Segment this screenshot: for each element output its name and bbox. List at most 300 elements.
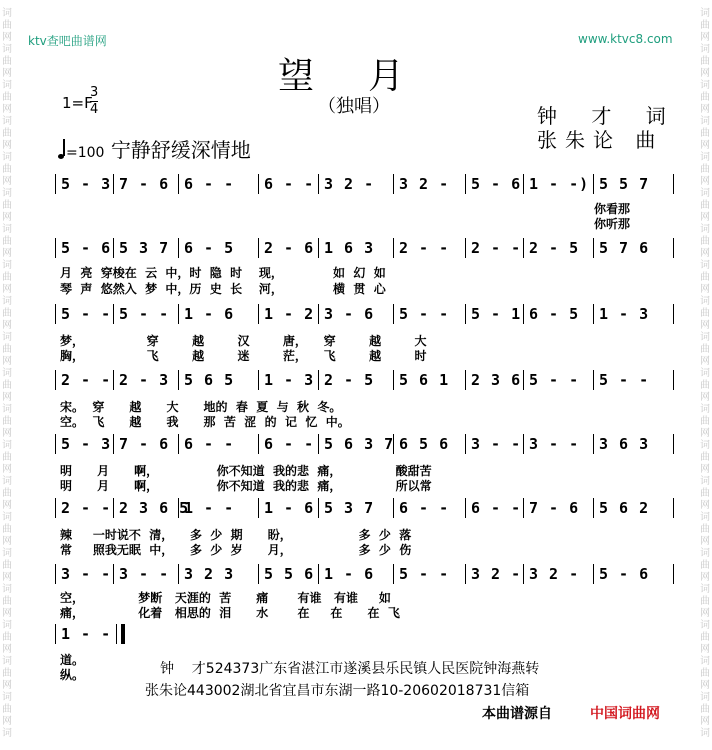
barline xyxy=(55,238,56,258)
watermark-char: 曲 xyxy=(700,560,710,571)
watermark-char: 曲 xyxy=(700,20,710,31)
barline xyxy=(113,370,114,390)
watermark-char: 网 xyxy=(2,176,12,187)
barline xyxy=(523,238,524,258)
score-row xyxy=(55,432,673,456)
watermark-char: 网 xyxy=(700,176,710,187)
measure: 6 - - xyxy=(184,175,235,193)
watermark-char: 词 xyxy=(2,8,12,19)
watermark-char: 词 xyxy=(2,152,12,163)
measure: 7 - 6 xyxy=(119,175,170,193)
watermark-char: 网 xyxy=(700,464,710,475)
measure: 3 - - xyxy=(471,435,522,453)
meter-top: 3 xyxy=(90,85,99,100)
lyric-line: 明 月 啊， 你不知道 我的悲 痛， 酸甜苦 xyxy=(60,464,432,478)
watermark-char: 网 xyxy=(2,284,12,295)
lyric-line: 明 月 啊， 你不知道 我的悲 痛， 所以常 xyxy=(60,479,432,493)
watermark-char: 词 xyxy=(700,584,710,595)
watermark-char: 曲 xyxy=(700,704,710,715)
watermark-char: 网 xyxy=(700,140,710,151)
watermark-char: 网 xyxy=(2,140,12,151)
watermark-char: 网 xyxy=(700,500,710,511)
measure: 1 6 3 xyxy=(324,239,375,257)
measure: 5 - - xyxy=(399,305,450,323)
barline xyxy=(318,174,319,194)
measure: 2 - - xyxy=(471,239,522,257)
measure: 5 - - xyxy=(119,305,170,323)
barline xyxy=(465,434,466,454)
lyric-line: 道。 xyxy=(60,653,85,667)
watermark-char: 曲 xyxy=(700,596,710,607)
measure: 2 - - xyxy=(399,239,450,257)
watermark-char: 网 xyxy=(700,212,710,223)
barline xyxy=(178,564,179,584)
watermark-char: 词 xyxy=(700,116,710,127)
barline xyxy=(258,564,259,584)
composer-address: 张朱论443002湖北省宜昌市东湖一路10-20602018731信箱 xyxy=(145,683,530,699)
measure: 6 5 6 xyxy=(399,435,450,453)
lyric-line: 常 照我无眠 中， 多 少 岁 月， 多 少 伤 xyxy=(60,543,412,557)
barline xyxy=(393,238,394,258)
watermark-char: 词 xyxy=(700,476,710,487)
measure: 1 - -) xyxy=(529,175,590,193)
barline xyxy=(55,304,56,324)
barline xyxy=(178,174,179,194)
watermark-char: 曲 xyxy=(700,272,710,283)
watermark-char: 曲 xyxy=(700,380,710,391)
measure: 2 - 5 xyxy=(529,239,580,257)
measure: 5 - - xyxy=(61,305,112,323)
watermark-char: 曲 xyxy=(2,488,12,499)
watermark-char: 词 xyxy=(700,728,710,739)
watermark-char: 曲 xyxy=(700,236,710,247)
watermark-char: 曲 xyxy=(2,380,12,391)
watermark-char: 词 xyxy=(2,44,12,55)
score-row xyxy=(55,172,673,196)
watermark-char: 网 xyxy=(700,680,710,691)
watermark-char: 词 xyxy=(700,656,710,667)
measure: 5 7 6 xyxy=(599,239,650,257)
barline xyxy=(318,370,319,390)
measure: 5 - 6 xyxy=(61,239,112,257)
watermark-char: 词 xyxy=(2,80,12,91)
measure: 3 - - xyxy=(61,565,112,583)
watermark-char: 曲 xyxy=(2,20,12,31)
watermark-char: 词 xyxy=(700,548,710,559)
watermark-char: 网 xyxy=(2,248,12,259)
watermark-char: 词 xyxy=(700,512,710,523)
watermark-char: 曲 xyxy=(2,308,12,319)
barline xyxy=(258,434,259,454)
measure: 7 - 6 xyxy=(529,499,580,517)
watermark-char: 词 xyxy=(2,584,12,595)
lyric-line: 梦， 穿 越 汉 唐， 穿 越 大 xyxy=(60,334,427,348)
barline xyxy=(55,498,56,518)
watermark-char: 词 xyxy=(2,116,12,127)
lyric-line: 空。 飞 越 我 那 苦 涩 的 记 忆 中。 xyxy=(60,415,350,429)
watermark-char: 曲 xyxy=(2,92,12,103)
measure: 3 2 - xyxy=(471,565,522,583)
barline xyxy=(673,304,674,324)
score-row xyxy=(55,496,673,520)
measure: 5 6 1 xyxy=(399,371,450,389)
watermark-char: 网 xyxy=(2,500,12,511)
barline xyxy=(673,238,674,258)
measure: 5 6 3 7 xyxy=(324,435,395,453)
watermark-char: 网 xyxy=(2,104,12,115)
measure: 5 5 6 xyxy=(264,565,315,583)
barline xyxy=(178,434,179,454)
watermark-char: 曲 xyxy=(700,488,710,499)
watermark-char: 网 xyxy=(700,608,710,619)
lyricist-credit: 钟 才 词 xyxy=(537,104,680,128)
barline xyxy=(258,238,259,258)
measure: 3 6 3 xyxy=(599,435,650,453)
barline xyxy=(178,304,179,324)
score-row xyxy=(55,236,673,260)
watermark-char: 曲 xyxy=(2,416,12,427)
watermark-char: 曲 xyxy=(700,632,710,643)
watermark-char: 曲 xyxy=(2,236,12,247)
watermark-char: 词 xyxy=(700,692,710,703)
measure: 2 - 5 xyxy=(324,371,375,389)
watermark-char: 网 xyxy=(2,680,12,691)
barline xyxy=(523,304,524,324)
time-signature xyxy=(90,86,98,117)
barline xyxy=(318,498,319,518)
measure: 1 - 3 xyxy=(599,305,650,323)
barline xyxy=(258,304,259,324)
barline xyxy=(113,304,114,324)
watermark-char: 网 xyxy=(2,572,12,583)
measure: 6 - - xyxy=(399,499,450,517)
measure: 1 - 2 xyxy=(264,305,315,323)
barline xyxy=(393,370,394,390)
measure: 1 - - xyxy=(184,499,235,517)
watermark-char: 曲 xyxy=(700,128,710,139)
site-name-left[interactable]: ktv查吧曲谱网 xyxy=(28,34,107,48)
expression-marking: 宁静舒缓深情地 xyxy=(110,138,251,162)
watermark-char: 曲 xyxy=(700,308,710,319)
lyric-line: 月 亮 穿梭在 云 中，时 隐 时 现， 如 幻 如 xyxy=(60,266,386,280)
watermark-char: 曲 xyxy=(2,668,12,679)
barline xyxy=(593,370,594,390)
score-row xyxy=(55,302,673,326)
watermark-char: 网 xyxy=(700,320,710,331)
barline xyxy=(673,498,674,518)
watermark-char: 词 xyxy=(2,476,12,487)
barline xyxy=(116,624,117,644)
watermark-char: 网 xyxy=(700,392,710,403)
watermark-char: 网 xyxy=(2,32,12,43)
watermark-char: 网 xyxy=(700,356,710,367)
measure: 5 5 7 xyxy=(599,175,650,193)
barline xyxy=(258,174,259,194)
watermark-char: 曲 xyxy=(2,452,12,463)
measure: 5 - 3 xyxy=(61,175,112,193)
measure: 1 - 3 xyxy=(264,371,315,389)
barline xyxy=(178,370,179,390)
barline xyxy=(393,304,394,324)
source-brand[interactable]: 中国词曲网 xyxy=(590,706,660,722)
barline xyxy=(593,238,594,258)
score-row xyxy=(55,622,673,646)
watermark-char: 曲 xyxy=(700,416,710,427)
watermark-char: 网 xyxy=(2,212,12,223)
barline xyxy=(258,498,259,518)
barline xyxy=(178,238,179,258)
tempo-value: =100 xyxy=(66,145,105,161)
measure: 5 6 2 xyxy=(599,499,650,517)
watermark-char: 网 xyxy=(700,248,710,259)
measure: 5 - - xyxy=(599,371,650,389)
lyric-line: 你听那 xyxy=(594,217,631,231)
watermark-char: 网 xyxy=(700,644,710,655)
barline xyxy=(523,434,524,454)
watermark-char: 曲 xyxy=(2,560,12,571)
watermark-char: 曲 xyxy=(2,128,12,139)
song-subtitle: （独唱） xyxy=(318,96,390,117)
watermark-char: 词 xyxy=(700,80,710,91)
watermark-char: 词 xyxy=(2,512,12,523)
watermark-char: 词 xyxy=(700,296,710,307)
measure: 3 2 - xyxy=(529,565,580,583)
barline xyxy=(523,370,524,390)
measure: 5 - - xyxy=(529,371,580,389)
watermark-char: 曲 xyxy=(700,200,710,211)
watermark-char: 网 xyxy=(700,68,710,79)
measure: 3 - 6 xyxy=(324,305,375,323)
watermark-char: 网 xyxy=(2,464,12,475)
watermark-char: 词 xyxy=(700,8,710,19)
barline xyxy=(393,498,394,518)
watermark-char: 词 xyxy=(700,404,710,415)
watermark-char: 曲 xyxy=(700,668,710,679)
right-watermark-strip xyxy=(698,0,712,750)
measure: 3 2 - xyxy=(399,175,450,193)
barline xyxy=(593,498,594,518)
watermark-char: 曲 xyxy=(700,164,710,175)
watermark-char: 词 xyxy=(700,152,710,163)
watermark-char: 曲 xyxy=(700,452,710,463)
measure: 5 3 7 xyxy=(324,499,375,517)
barline xyxy=(318,304,319,324)
barline xyxy=(465,498,466,518)
key-signature: 1=F xyxy=(62,94,93,112)
barline xyxy=(593,174,594,194)
measure: 6 - - xyxy=(264,175,315,193)
measure: 2 - - xyxy=(61,499,112,517)
watermark-char: 词 xyxy=(2,260,12,271)
watermark-char: 词 xyxy=(700,620,710,631)
barline xyxy=(673,174,674,194)
watermark-char: 曲 xyxy=(700,344,710,355)
barline xyxy=(523,498,524,518)
measure: 6 - 5 xyxy=(184,239,235,257)
watermark-char: 网 xyxy=(2,428,12,439)
measure: 2 3 6 5 xyxy=(119,499,190,517)
watermark-char: 词 xyxy=(2,332,12,343)
barline xyxy=(55,174,56,194)
measure: 3 - - xyxy=(119,565,170,583)
watermark-char: 词 xyxy=(700,332,710,343)
measure: 6 - - xyxy=(264,435,315,453)
watermark-char: 词 xyxy=(2,188,12,199)
watermark-char: 网 xyxy=(700,536,710,547)
watermark-char: 网 xyxy=(2,536,12,547)
lyric-line: 胸， 飞 越 迷 茫， 飞 越 时 xyxy=(60,349,427,363)
barline xyxy=(523,564,524,584)
barline xyxy=(113,498,114,518)
watermark-char: 网 xyxy=(700,572,710,583)
barline xyxy=(465,174,466,194)
measure: 5 - 1 xyxy=(471,305,522,323)
barline xyxy=(258,370,259,390)
watermark-char: 词 xyxy=(2,296,12,307)
measure: 2 - 3 xyxy=(119,371,170,389)
watermark-char: 网 xyxy=(2,356,12,367)
watermark-char: 曲 xyxy=(2,524,12,535)
barline xyxy=(113,434,114,454)
barline xyxy=(465,304,466,324)
watermark-char: 曲 xyxy=(700,524,710,535)
watermark-char: 网 xyxy=(2,608,12,619)
lyric-line: 琴 声 悠然入 梦 中，历 史 长 河， 横 贯 心 xyxy=(60,282,386,296)
watermark-char: 网 xyxy=(2,644,12,655)
barline xyxy=(55,434,56,454)
watermark-char: 网 xyxy=(2,392,12,403)
barline xyxy=(673,370,674,390)
watermark-char: 曲 xyxy=(2,632,12,643)
measure: 3 2 - xyxy=(324,175,375,193)
watermark-char: 网 xyxy=(700,284,710,295)
watermark-char: 词 xyxy=(700,224,710,235)
lyric-line: 你看那 xyxy=(594,202,631,216)
barline xyxy=(673,434,674,454)
measure: 5 6 5 xyxy=(184,371,235,389)
watermark-char: 词 xyxy=(2,368,12,379)
measure: 1 - 6 xyxy=(184,305,235,323)
watermark-char: 曲 xyxy=(2,596,12,607)
left-watermark-strip xyxy=(0,0,14,750)
meter-bottom: 4 xyxy=(90,102,99,117)
measure: 6 - - xyxy=(184,435,235,453)
measure: 5 - 6 xyxy=(599,565,650,583)
barline xyxy=(593,304,594,324)
measure: 6 - 5 xyxy=(529,305,580,323)
watermark-char: 词 xyxy=(2,692,12,703)
barline xyxy=(55,564,56,584)
barline xyxy=(673,564,674,584)
measure: 5 - 3 xyxy=(61,435,112,453)
barline xyxy=(318,564,319,584)
barline xyxy=(393,174,394,194)
watermark-char: 词 xyxy=(700,440,710,451)
lyric-line: 痛， 化着 相思的 泪 水 在 在 在 飞 xyxy=(60,606,400,620)
watermark-char: 词 xyxy=(700,44,710,55)
barline xyxy=(523,174,524,194)
measure: 2 - 6 xyxy=(264,239,315,257)
measure: 3 - - xyxy=(529,435,580,453)
barline xyxy=(318,434,319,454)
measure: 7 - 6 xyxy=(119,435,170,453)
watermark-char: 网 xyxy=(2,320,12,331)
lyricist-address: 钟 才524373广东省湛江市遂溪县乐民镇人民医院钟海燕转 xyxy=(160,661,540,677)
barline xyxy=(465,370,466,390)
watermark-char: 词 xyxy=(2,404,12,415)
measure: 5 - 6 xyxy=(471,175,522,193)
watermark-char: 网 xyxy=(2,716,12,727)
watermark-char: 曲 xyxy=(2,272,12,283)
measure: 1 - 6 xyxy=(264,499,315,517)
score-row xyxy=(55,368,673,392)
measure: 1 - 6 xyxy=(324,565,375,583)
final-barline xyxy=(121,624,125,644)
watermark-char: 词 xyxy=(2,620,12,631)
measure: 5 3 7 xyxy=(119,239,170,257)
measure: 2 - - xyxy=(61,371,112,389)
watermark-char: 曲 xyxy=(2,704,12,715)
watermark-char: 词 xyxy=(700,260,710,271)
watermark-char: 曲 xyxy=(2,56,12,67)
lyric-line: 宋。 穿 越 大 地的 春 夏 与 秋 冬。 xyxy=(60,400,342,414)
song-title: 望月 xyxy=(278,56,459,97)
barline xyxy=(393,564,394,584)
barline xyxy=(465,238,466,258)
measure: 2 3 6 xyxy=(471,371,522,389)
measure: 3 2 3 xyxy=(184,565,235,583)
tempo-marking xyxy=(58,134,251,163)
watermark-char: 词 xyxy=(700,368,710,379)
measure: 5 - - xyxy=(399,565,450,583)
barline xyxy=(318,238,319,258)
watermark-char: 曲 xyxy=(2,164,12,175)
site-url-right[interactable]: www.ktvc8.com xyxy=(578,32,673,46)
watermark-char: 曲 xyxy=(700,92,710,103)
watermark-char: 词 xyxy=(2,656,12,667)
watermark-char: 曲 xyxy=(2,344,12,355)
measure: 1 - - xyxy=(61,625,112,643)
barline xyxy=(593,564,594,584)
watermark-char: 网 xyxy=(2,68,12,79)
barline xyxy=(55,370,56,390)
watermark-char: 词 xyxy=(2,728,12,739)
lyric-line: 纵。 xyxy=(60,668,85,682)
watermark-char: 词 xyxy=(2,440,12,451)
watermark-char: 词 xyxy=(2,548,12,559)
barline xyxy=(113,564,114,584)
barline xyxy=(113,238,114,258)
barline xyxy=(465,564,466,584)
barline xyxy=(593,434,594,454)
watermark-char: 曲 xyxy=(2,200,12,211)
barline xyxy=(113,174,114,194)
watermark-char: 网 xyxy=(700,428,710,439)
barline xyxy=(55,624,56,644)
lyric-line: 空， 梦断 天涯的 苦 痛 有谁 有谁 如 xyxy=(60,591,391,605)
watermark-char: 词 xyxy=(700,188,710,199)
lyric-line: 辣 一时说不 清， 多 少 期 盼， 多 少 落 xyxy=(60,528,412,542)
quarter-note-icon xyxy=(58,139,66,159)
watermark-char: 网 xyxy=(700,716,710,727)
watermark-char: 网 xyxy=(700,104,710,115)
score-row xyxy=(55,562,673,586)
watermark-char: 网 xyxy=(700,32,710,43)
composer-credit: 张朱论 曲 xyxy=(537,128,664,152)
watermark-char: 曲 xyxy=(700,56,710,67)
measure: 6 - - xyxy=(471,499,522,517)
watermark-char: 词 xyxy=(2,224,12,235)
